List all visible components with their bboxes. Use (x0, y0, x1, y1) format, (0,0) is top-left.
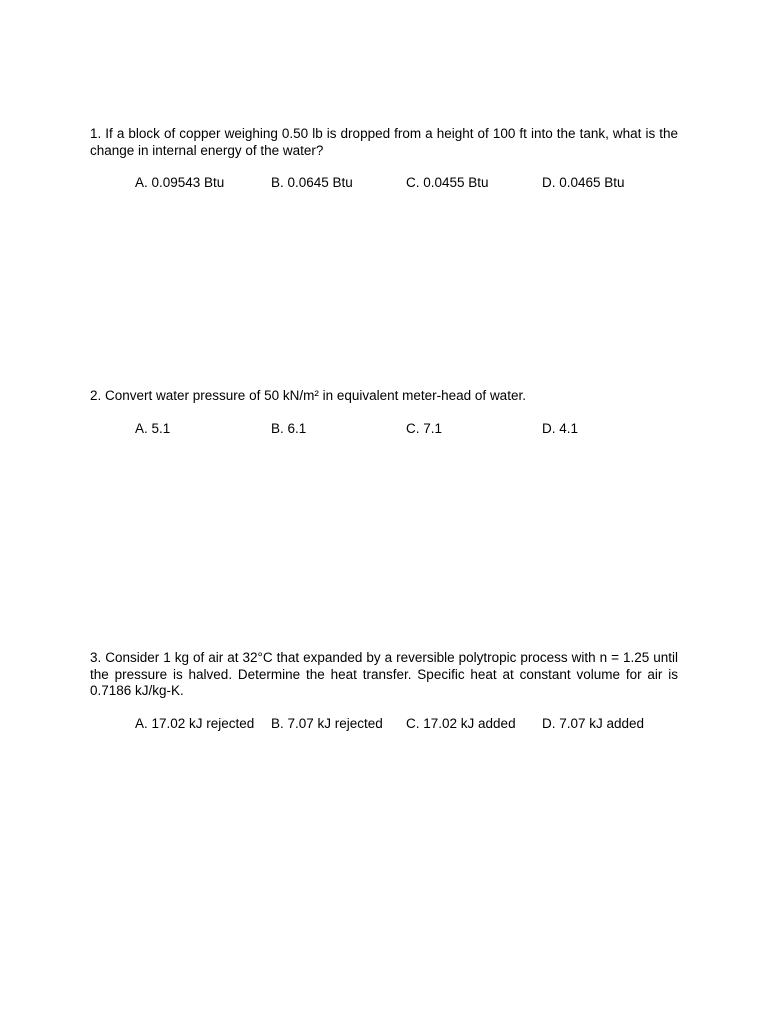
question-1-text: 1. If a block of copper weighing 0.50 lb is dropped from a height of 100 ft into the tank, what is the change in internal energy of the water? (90, 126, 678, 158)
question-3-choices (90, 716, 678, 734)
question-3-choice-d: D. 7.07 kJ added (542, 715, 645, 731)
question-1-choice-a: A. 0.09543 Btu (135, 175, 225, 190)
question-2-choices (90, 421, 678, 439)
question-1-choice-d: D. 0.0465 Btu (542, 175, 625, 190)
question-2-choice-d: D. 4.1 (542, 420, 579, 436)
question-1-choices (90, 175, 678, 193)
question-3 (90, 650, 678, 734)
question-3-text: 3. Consider 1 kg of air at 32°C that expanded by a reversible polytropic process with n = 1.25 until the pressure is halved. Determine the heat transfer. Specific heat at constant volume for air is 0.7186 kJ/kg-K. (90, 650, 678, 698)
question-3-choice-c: C. 17.02 kJ added (406, 715, 516, 731)
question-2-choice-a: A. 5.1 (135, 420, 171, 436)
question-3-choice-a: A. 17.02 kJ rejected (135, 715, 255, 731)
question-2-choice-c: C. 7.1 (406, 420, 443, 436)
question-1-choice-c: C. 0.0455 Btu (406, 175, 489, 190)
question-2 (90, 388, 678, 439)
question-2-text: 2. Convert water pressure of 50 kN/m² in equivalent meter-head of water. (90, 388, 526, 403)
question-1 (90, 126, 678, 193)
question-1-choice-b: B. 0.0645 Btu (271, 175, 353, 190)
question-3-choice-b: B. 7.07 kJ rejected (271, 715, 383, 731)
question-2-choice-b: B. 6.1 (271, 420, 307, 436)
